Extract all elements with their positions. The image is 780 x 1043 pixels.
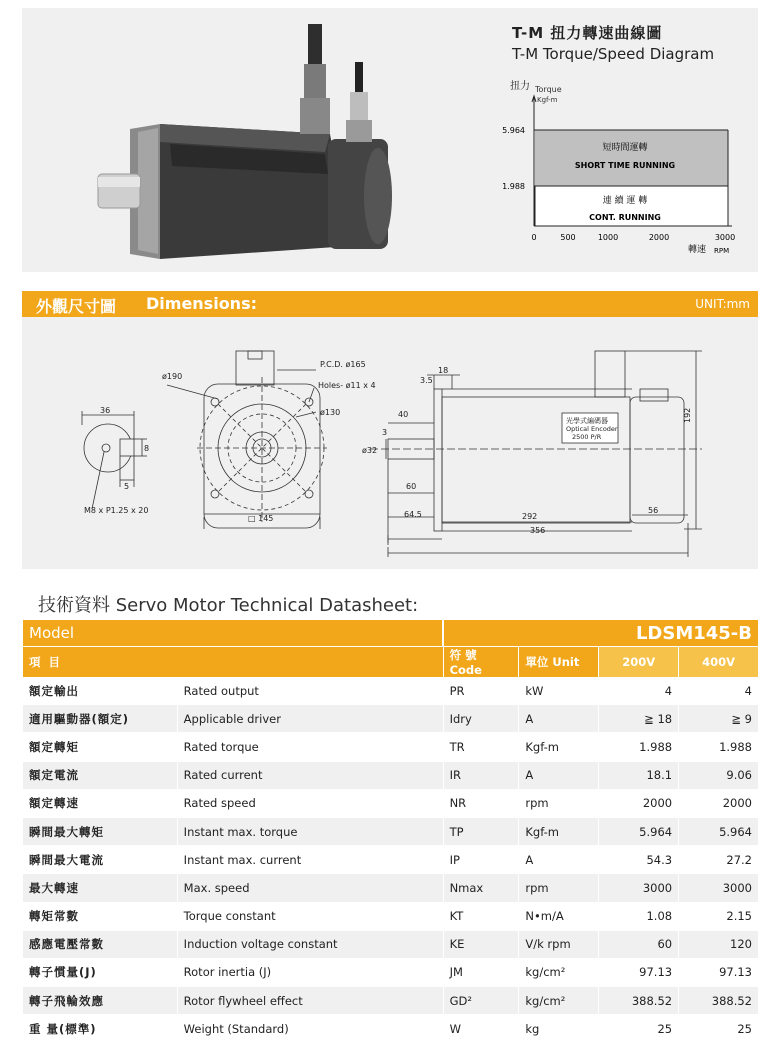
spec-code: Nmax	[443, 874, 519, 902]
dim-190: ø190	[162, 372, 183, 381]
y-unit: Kgf-m	[537, 96, 558, 104]
diagram-title-en: T-M Torque/Speed Diagram	[512, 45, 715, 63]
model-label: Model	[23, 620, 444, 647]
encoder-res: 2500 P/R	[572, 433, 602, 441]
dim-64-5: 64.5	[404, 510, 422, 519]
dim-130: ø130	[320, 408, 341, 417]
torque-speed-diagram	[470, 74, 760, 264]
encoder-en: Optical Encoder	[566, 425, 618, 433]
table-row	[23, 677, 759, 705]
spec-value-400v: 2.15	[679, 902, 758, 930]
spec-code: GD²	[443, 987, 519, 1015]
spec-value-400v: 388.52	[679, 987, 758, 1015]
spec-unit: rpm	[519, 874, 599, 902]
col-code: 符 號 Code	[443, 647, 519, 678]
spec-value-200v: 1.08	[599, 902, 679, 930]
spec-value-400v: 2000	[679, 789, 758, 817]
spec-unit: V/k rpm	[519, 930, 599, 958]
spec-value-200v: 2000	[599, 789, 679, 817]
spec-name-en: Rated torque	[177, 733, 443, 761]
spec-value-400v: 120	[679, 930, 758, 958]
spec-name-en: Rated current	[177, 761, 443, 789]
spec-value-400v: ≧ 9	[679, 705, 758, 733]
spec-value-400v: 25	[679, 1015, 758, 1043]
spec-name-zh: 最大轉速	[23, 874, 178, 902]
table-row	[23, 761, 759, 789]
col-unit: 單位 Unit	[519, 647, 599, 678]
short-time-region	[535, 130, 728, 186]
table-row	[23, 902, 759, 930]
dim-thread: M8 x P1.25 x 20	[84, 506, 149, 515]
col-item: 項 目	[23, 647, 444, 678]
spec-unit: kg/cm²	[519, 987, 599, 1015]
x-unit: RPM	[714, 247, 730, 255]
dim-5: 5	[124, 482, 130, 491]
spec-value-200v: 97.13	[599, 958, 679, 986]
spec-name-en: Torque constant	[177, 902, 443, 930]
dim-356: 356	[530, 526, 546, 535]
spec-name-en: Rotor flywheel effect	[177, 987, 443, 1015]
spec-unit: rpm	[519, 789, 599, 817]
x-tick: 0	[531, 233, 537, 242]
spec-name-zh: 額定電流	[23, 761, 178, 789]
short-time-zh: 短時間運轉	[602, 143, 648, 153]
spec-name-zh: 感應電壓常數	[23, 930, 178, 958]
spec-code: Idry	[443, 705, 519, 733]
spec-name-zh: 額定轉速	[23, 789, 178, 817]
spec-name-en: Rated speed	[177, 789, 443, 817]
cont-zh: 連 續 運 轉	[602, 196, 648, 206]
spec-name-en: Max. speed	[177, 874, 443, 902]
spec-value-400v: 27.2	[679, 846, 758, 874]
spec-name-en: Rotor inertia (J)	[177, 958, 443, 986]
spec-value-200v: 60	[599, 930, 679, 958]
spec-name-zh: 瞬間最大轉矩	[23, 817, 178, 845]
dim-192: 192	[683, 407, 692, 423]
spec-unit: Kgf-m	[519, 817, 599, 845]
spec-code: W	[443, 1015, 519, 1043]
spec-name-en: Weight (Standard)	[177, 1015, 443, 1043]
spec-name-zh: 適用驅動器(額定)	[23, 705, 178, 733]
dim-40: 40	[398, 410, 409, 419]
spec-value-200v: 1.988	[599, 733, 679, 761]
spec-unit: kW	[519, 677, 599, 705]
x-tick: 2000	[648, 233, 670, 242]
spec-code: KT	[443, 902, 519, 930]
spec-value-200v: 3000	[599, 874, 679, 902]
x-tick: 3000	[714, 233, 736, 242]
table-row	[23, 705, 759, 733]
spec-unit: N•m/A	[519, 902, 599, 930]
dim-145: □ 145	[248, 514, 274, 523]
spec-code: KE	[443, 930, 519, 958]
dim-holes: Holes- ø11 x 4	[318, 381, 376, 390]
spec-name-zh: 瞬間最大電流	[23, 846, 178, 874]
encoder-zh: 光學式編碼器	[566, 417, 608, 425]
table-row	[23, 987, 759, 1015]
y-label-en: Torque	[535, 85, 562, 94]
spec-name-en: Applicable driver	[177, 705, 443, 733]
spec-code: NR	[443, 789, 519, 817]
table-row	[23, 733, 759, 761]
table-row	[23, 930, 759, 958]
motor-photo	[80, 14, 410, 264]
spec-value-200v: 18.1	[599, 761, 679, 789]
spec-name-zh: 轉子慣量(J)	[23, 958, 178, 986]
dimensions-header	[22, 291, 758, 317]
spec-code: TR	[443, 733, 519, 761]
unit-label: UNIT:mm	[695, 297, 750, 311]
spec-name-en: Induction voltage constant	[177, 930, 443, 958]
spec-value-400v: 9.06	[679, 761, 758, 789]
y-tick-max: 5.964	[502, 126, 525, 135]
spec-code: TP	[443, 817, 519, 845]
spec-value-200v: 25	[599, 1015, 679, 1043]
spec-value-200v: 4	[599, 677, 679, 705]
dim-3-5: 3.5	[420, 376, 433, 385]
dim-56: 56	[648, 506, 659, 515]
dimensions-title-zh: 外觀尺寸圖	[36, 297, 117, 316]
spec-name-en: Rated output	[177, 677, 443, 705]
short-time-en: SHORT TIME RUNNING	[574, 161, 676, 170]
table-row	[23, 789, 759, 817]
spec-name-zh: 轉子飛輪效應	[23, 987, 178, 1015]
col-400v: 400V	[679, 647, 758, 678]
model-row	[23, 620, 759, 647]
spec-value-200v: 5.964	[599, 817, 679, 845]
model-value: LDSM145-B	[443, 620, 758, 647]
spec-unit: A	[519, 846, 599, 874]
dim-18: 18	[438, 366, 449, 375]
column-header-row	[23, 647, 759, 678]
spec-table	[22, 620, 758, 1043]
cont-en: CONT. RUNNING	[589, 213, 661, 222]
x-label-zh: 轉速	[688, 245, 707, 255]
dim-292: 292	[522, 512, 538, 521]
x-tick: 1000	[597, 233, 619, 242]
dim-60: 60	[406, 482, 417, 491]
spec-name-en: Instant max. current	[177, 846, 443, 874]
spec-name-zh: 轉矩常數	[23, 902, 178, 930]
col-200v: 200V	[599, 647, 679, 678]
datasheet-title: 技術資料 Servo Motor Technical Datasheet:	[38, 595, 419, 616]
spec-code: PR	[443, 677, 519, 705]
table-row	[23, 1015, 759, 1043]
spec-value-400v: 97.13	[679, 958, 758, 986]
x-tick: 500	[560, 233, 576, 242]
table-row	[23, 874, 759, 902]
spec-name-en: Instant max. torque	[177, 817, 443, 845]
spec-value-200v: 54.3	[599, 846, 679, 874]
spec-value-400v: 4	[679, 677, 758, 705]
spec-value-400v: 1.988	[679, 733, 758, 761]
spec-code: IP	[443, 846, 519, 874]
spec-code: JM	[443, 958, 519, 986]
spec-name-zh: 額定輸出	[23, 677, 178, 705]
spec-name-zh: 額定轉矩	[23, 733, 178, 761]
spec-value-200v: ≧ 18	[599, 705, 679, 733]
dim-pcd: P.C.D. ø165	[320, 360, 366, 369]
spec-unit: kg	[519, 1015, 599, 1043]
dim-36: 36	[100, 406, 111, 415]
spec-unit: kg/cm²	[519, 958, 599, 986]
spec-unit: A	[519, 705, 599, 733]
spec-value-400v: 3000	[679, 874, 758, 902]
spec-unit: A	[519, 761, 599, 789]
table-row	[23, 817, 759, 845]
y-tick-rated: 1.988	[502, 182, 525, 191]
spec-code: IR	[443, 761, 519, 789]
dim-32: ø32	[362, 446, 378, 455]
y-label-zh: 扭力	[510, 81, 530, 92]
dimension-drawing	[22, 317, 758, 569]
table-row	[23, 846, 759, 874]
dim-8: 8	[144, 444, 150, 453]
spec-unit: Kgf-m	[519, 733, 599, 761]
table-row	[23, 958, 759, 986]
dim-3: 3	[382, 428, 388, 437]
spec-value-400v: 5.964	[679, 817, 758, 845]
spec-name-zh: 重 量(標準)	[23, 1015, 178, 1043]
diagram-title-zh: T-M 扭力轉速曲線圖	[512, 24, 663, 42]
spec-value-200v: 388.52	[599, 987, 679, 1015]
dimensions-title-en: Dimensions:	[146, 294, 257, 313]
